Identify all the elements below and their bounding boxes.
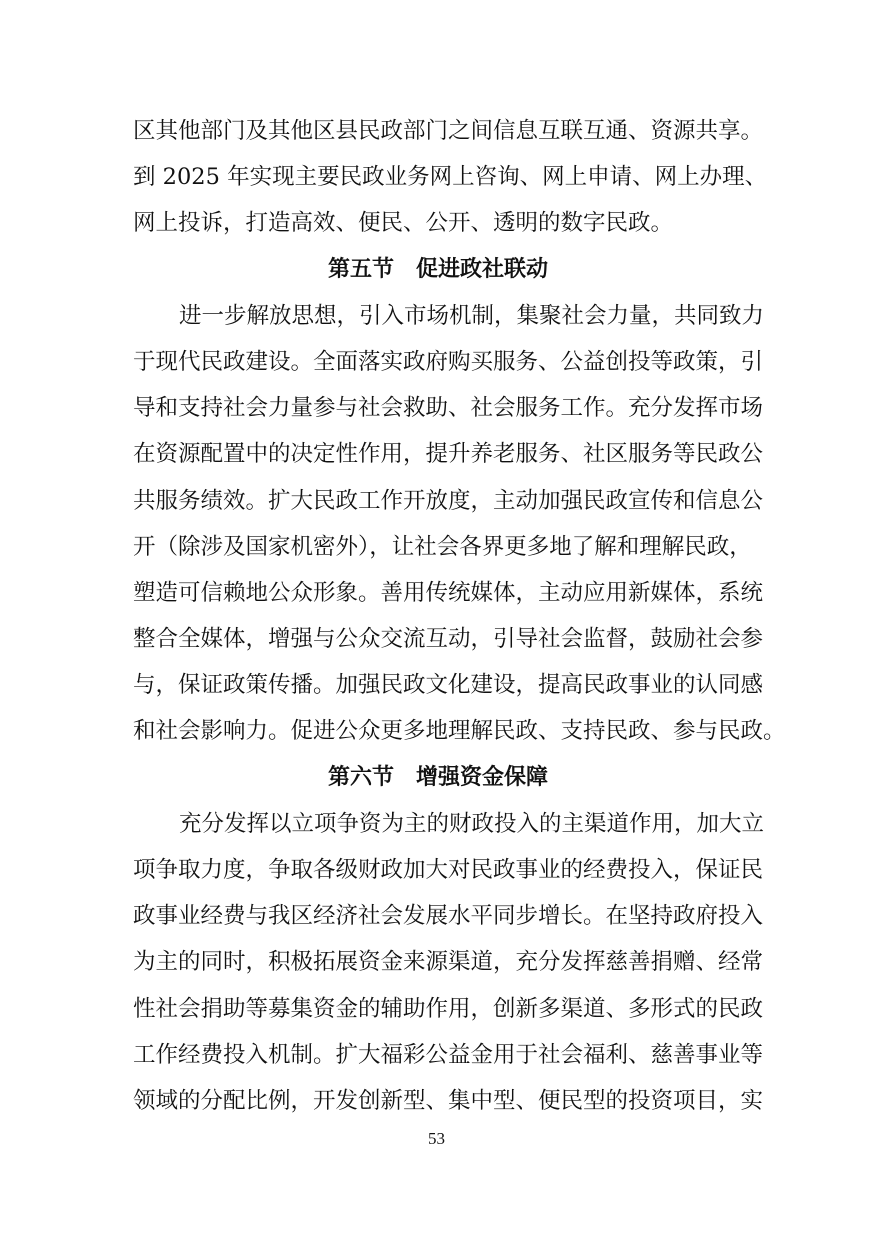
text-line: 领域的分配比例，开发创新型、集中型、便民型的投资项目，实 bbox=[133, 1087, 764, 1114]
section-number: 第六节 bbox=[327, 764, 394, 790]
section-5-paragraph bbox=[133, 293, 786, 755]
text-line: 和社会影响力。促进公众更多地理解民政、支持民政、参与民政。 bbox=[133, 718, 786, 745]
text-line: 与，保证政策传播。加强民政文化建设，提高民政事业的认同感 bbox=[133, 672, 764, 699]
text-line: 项争取力度，争取各级财政加大对民政事业的经费投入，保证民 bbox=[133, 857, 764, 883]
text-line: 整合全媒体，增强与公众交流互动，引导社会监督，鼓励社会参 bbox=[133, 626, 764, 653]
text-line: 充分发挥以立项争资为主的财政投入的主渠道作用，加大立 bbox=[179, 810, 765, 837]
text-line: 于现代民政建设。全面落实政府购买服务、公益创投等政策，引 bbox=[133, 348, 764, 375]
section-heading-5 bbox=[133, 247, 743, 293]
section-6-paragraph bbox=[133, 801, 765, 1124]
text-line: 性社会捐助等募集资金的辅助作用，创新多渠道、多形式的民政 bbox=[133, 995, 764, 1022]
text-line: 塑造可信赖地公众形象。善用传统媒体，主动应用新媒体，系统 bbox=[133, 579, 764, 606]
text-line: 为主的同时，积极拓展资金来源渠道，充分发挥慈善捐赠、经常 bbox=[133, 949, 764, 976]
section-number: 第五节 bbox=[327, 256, 394, 282]
section-title: 促进政社联动 bbox=[416, 256, 549, 282]
section-title: 增强资金保障 bbox=[416, 764, 549, 790]
text-line: 进一步解放思想，引入市场机制，集聚社会力量，共同致力 bbox=[179, 302, 765, 329]
text-line: 工作经费投入机制。扩大福彩公益金用于社会福利、慈善事业等 bbox=[133, 1041, 764, 1068]
page-body bbox=[133, 108, 786, 1124]
text-line: 导和支持社会力量参与社会救助、社会服务工作。充分发挥市场 bbox=[133, 395, 764, 422]
text-line: 共服务绩效。扩大民政工作开放度，主动加强民政宣传和信息公 bbox=[133, 487, 764, 514]
text-line: 网上投诉，打造高效、便民、公开、透明的数字民政。 bbox=[133, 210, 674, 237]
section-heading-6 bbox=[133, 755, 743, 801]
text-line: 在资源配置中的决定性作用，提升养老服务、社区服务等民政公 bbox=[133, 441, 764, 468]
text-line: 到 2025 年实现主要民政业务网上咨询、网上申请、网上办理、 bbox=[133, 164, 768, 191]
text-line: 开（除涉及国家机密外），让社会各界更多地了解和理解民政， bbox=[133, 533, 752, 560]
continued-paragraph bbox=[133, 108, 768, 247]
page-number: 53 bbox=[428, 1129, 445, 1148]
text-line: 区其他部门及其他区县民政部门之间信息互联互通、资源共享。 bbox=[133, 118, 764, 144]
text-line: 政事业经费与我区经济社会发展水平同步增长。在坚持政府投入 bbox=[133, 903, 764, 930]
